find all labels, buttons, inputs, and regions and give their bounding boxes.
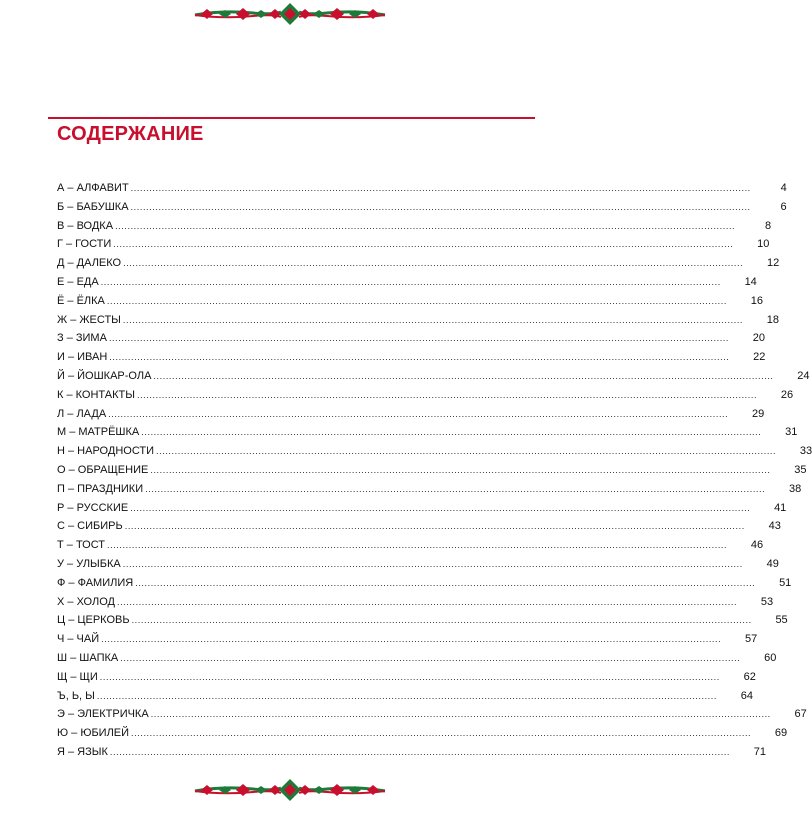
toc-entry[interactable]: [57, 667, 756, 686]
toc-entry-page: 69: [774, 727, 788, 740]
toc-entry[interactable]: [57, 178, 787, 197]
dot-leader: ........................................................................................................................................................................................................: [145, 483, 766, 494]
toc-entry-title: Л – ЛАДА: [57, 407, 107, 420]
toc-entry-title: М – МАТРЁШКА: [57, 426, 140, 439]
toc-entry[interactable]: [57, 328, 766, 347]
table-of-contents: [57, 178, 812, 761]
toc-entry-title: Я – ЯЗЫК: [57, 745, 108, 758]
toc-entry-page: 8: [765, 219, 772, 232]
toc-entry-page: 64: [740, 689, 753, 702]
toc-entry-page: 22: [753, 351, 766, 364]
toc-entry[interactable]: [57, 234, 770, 253]
toc-entry-page: 29: [752, 407, 765, 420]
toc-entry-title: У – УЛЫБКА: [57, 557, 121, 570]
toc-entry[interactable]: [57, 498, 787, 517]
toc-entry-title: Ё – ЁЛКА: [57, 294, 105, 307]
toc-entry-page: 71: [753, 745, 767, 758]
toc-entry[interactable]: [57, 460, 807, 479]
toc-entry[interactable]: [57, 573, 792, 592]
toc-entry-page: 12: [766, 257, 780, 270]
toc-entry[interactable]: [57, 686, 753, 705]
toc-entry-page: 35: [794, 463, 807, 476]
toc-entry-title: Г – ГОСТИ: [57, 238, 112, 251]
toc-entry[interactable]: [57, 216, 772, 235]
dot-leader: ........................................................................................................................................................................................................: [130, 183, 751, 193]
toc-entry[interactable]: [57, 535, 764, 554]
dot-leader: ........................................................................................................................................................................................................: [108, 333, 730, 344]
toc-entry-page: 26: [780, 388, 794, 401]
toc-entry-title: Ж – ЖЕСТЫ: [57, 313, 121, 326]
dot-leader: ........................................................................................................................................................................................................: [150, 709, 771, 720]
toc-entry-page: 53: [760, 595, 774, 608]
toc-entry[interactable]: [57, 648, 777, 667]
toc-entry-title: Х – ХОЛОД: [57, 595, 115, 608]
toc-entry-page: 49: [766, 557, 779, 570]
garland-left-branch: [195, 8, 281, 20]
dot-leader: ........................................................................................................................................................................................................: [113, 239, 734, 250]
dot-leader: ........................................................................................................................................................................................................: [135, 577, 756, 588]
toc-entry[interactable]: [57, 422, 798, 441]
holiday-garland-icon: [193, 3, 387, 25]
dot-leader: ........................................................................................................................................................................................................: [122, 558, 743, 569]
toc-entry-page: 43: [768, 520, 781, 533]
dot-leader: ........................................................................................................................................................................................................: [106, 295, 727, 306]
toc-entry[interactable]: [57, 516, 781, 535]
dot-leader: ........................................................................................................................................................................................................: [150, 464, 771, 475]
holiday-garland-icon: [193, 779, 387, 801]
toc-entry-page: 46: [750, 539, 764, 552]
toc-entry-page: 41: [774, 501, 787, 514]
toc-entry-title: Ш – ШАПКА: [57, 651, 119, 664]
toc-entry[interactable]: [57, 366, 810, 385]
dot-leader: ........................................................................................................................................................................................................: [101, 634, 722, 645]
title-rule: [48, 117, 535, 119]
toc-entry[interactable]: [57, 310, 780, 329]
dot-leader: ........................................................................................................................................................................................................: [100, 276, 721, 287]
toc-entry-title: И – ИВАН: [57, 351, 108, 364]
toc-entry-page: 38: [788, 482, 802, 495]
toc-entry-title: П – ПРАЗДНИКИ: [57, 482, 144, 495]
toc-entry-title: О – ОБРАЩЕНИЕ: [57, 463, 149, 476]
dot-leader: ........................................................................................................................................................................................................: [96, 690, 717, 701]
toc-entry-page: 55: [775, 614, 788, 627]
page-title: СОДЕРЖАНИЕ: [57, 123, 204, 145]
toc-entry[interactable]: [57, 742, 767, 761]
dot-leader: ........................................................................................................................................................................................................: [136, 389, 758, 400]
toc-entry-title: С – СИБИРЬ: [57, 520, 123, 533]
toc-entry-title: Ф – ФАМИЛИЯ: [57, 576, 134, 589]
toc-entry-title: Р – РУССКИЕ: [57, 501, 129, 514]
toc-entry-page: 6: [780, 200, 787, 213]
toc-entry[interactable]: [57, 385, 794, 404]
toc-entry-title: Ъ, Ь, Ы: [57, 689, 95, 702]
dot-leader: ........................................................................................................................................................................................................: [116, 596, 738, 607]
toc-entry-title: Б – БАБУШКА: [57, 200, 129, 213]
dot-leader: ........................................................................................................................................................................................................: [99, 671, 720, 682]
toc-entry-page: 62: [743, 670, 756, 683]
toc-entry-title: З – ЗИМА: [57, 332, 107, 345]
toc-entry-title: Ю – ЮБИЛЕЙ: [57, 727, 130, 740]
toc-entry-page: 51: [779, 576, 792, 589]
toc-entry-page: 10: [757, 238, 770, 251]
toc-entry-page: 33: [799, 445, 812, 458]
dot-leader: ........................................................................................................................................................................................................: [124, 521, 745, 532]
dot-leader: ........................................................................................................................................................................................................: [141, 427, 762, 438]
dot-leader: ........................................................................................................................................................................................................: [123, 258, 744, 269]
toc-entry[interactable]: [57, 404, 765, 423]
toc-entry[interactable]: [57, 479, 802, 498]
dot-leader: ........................................................................................................................................................................................................: [122, 314, 744, 325]
dot-leader: ........................................................................................................................................................................................................: [120, 652, 741, 663]
toc-entry[interactable]: [57, 253, 780, 272]
toc-entry-page: 60: [764, 651, 777, 664]
dot-leader: ........................................................................................................................................................................................................: [156, 446, 777, 457]
toc-entry-title: Д – ДАЛЕКО: [57, 257, 122, 270]
toc-entry-page: 57: [745, 633, 758, 646]
dot-leader: ........................................................................................................................................................................................................: [107, 540, 728, 551]
toc-entry[interactable]: [57, 272, 757, 291]
dot-leader: ........................................................................................................................................................................................................: [130, 201, 751, 212]
toc-entry-page: 4: [780, 182, 787, 194]
dot-leader: ........................................................................................................................................................................................................: [130, 502, 751, 513]
toc-entry-title: Н – НАРОДНОСТИ: [57, 445, 155, 458]
toc-entry[interactable]: [57, 197, 787, 216]
toc-entry-title: Е – ЕДА: [57, 275, 99, 288]
toc-entry-page: 18: [766, 313, 780, 326]
toc-entry-title: К – КОНТАКТЫ: [57, 388, 135, 401]
dot-leader: ........................................................................................................................................................................................................: [131, 728, 752, 739]
toc-entry-title: А – АЛФАВИТ: [57, 182, 129, 194]
toc-entry-title: Й – ЙОШКАР-ОЛА: [57, 369, 152, 382]
toc-entry[interactable]: [57, 441, 812, 460]
toc-entry-title: Т – ТОСТ: [57, 539, 106, 552]
toc-entry[interactable]: [57, 347, 766, 366]
dot-leader: ........................................................................................................................................................................................................: [109, 352, 730, 363]
toc-entry[interactable]: [57, 291, 763, 310]
dot-leader: ........................................................................................................................................................................................................: [153, 370, 774, 381]
toc-entry-page: 14: [744, 275, 757, 288]
toc-entry[interactable]: [57, 629, 758, 648]
toc-entry[interactable]: [57, 704, 807, 723]
toc-entry-page: 24: [797, 369, 810, 382]
toc-entry[interactable]: [57, 723, 788, 742]
toc-entry[interactable]: [57, 610, 788, 629]
toc-entry-title: Щ – ЩИ: [57, 670, 98, 683]
toc-entry-page: 31: [785, 426, 798, 439]
toc-entry-title: В – ВОДКА: [57, 219, 114, 232]
dot-leader: ........................................................................................................................................................................................................: [108, 408, 729, 419]
garland-right-branch: [299, 8, 385, 20]
toc-entry-title: Ц – ЦЕРКОВЬ: [57, 614, 130, 627]
toc-entry-page: 16: [750, 294, 763, 307]
toc-entry-title: Э – ЭЛЕКТРИЧКА: [57, 708, 149, 721]
toc-entry-page: 67: [794, 708, 807, 721]
dot-leader: ........................................................................................................................................................................................................: [109, 746, 731, 757]
toc-entry[interactable]: [57, 554, 779, 573]
toc-entry-title: Ч – ЧАЙ: [57, 633, 100, 646]
toc-entry-page: 20: [752, 332, 766, 345]
dot-leader: ........................................................................................................................................................................................................: [115, 220, 736, 231]
dot-leader: ........................................................................................................................................................................................................: [131, 615, 752, 626]
toc-entry[interactable]: [57, 592, 774, 611]
